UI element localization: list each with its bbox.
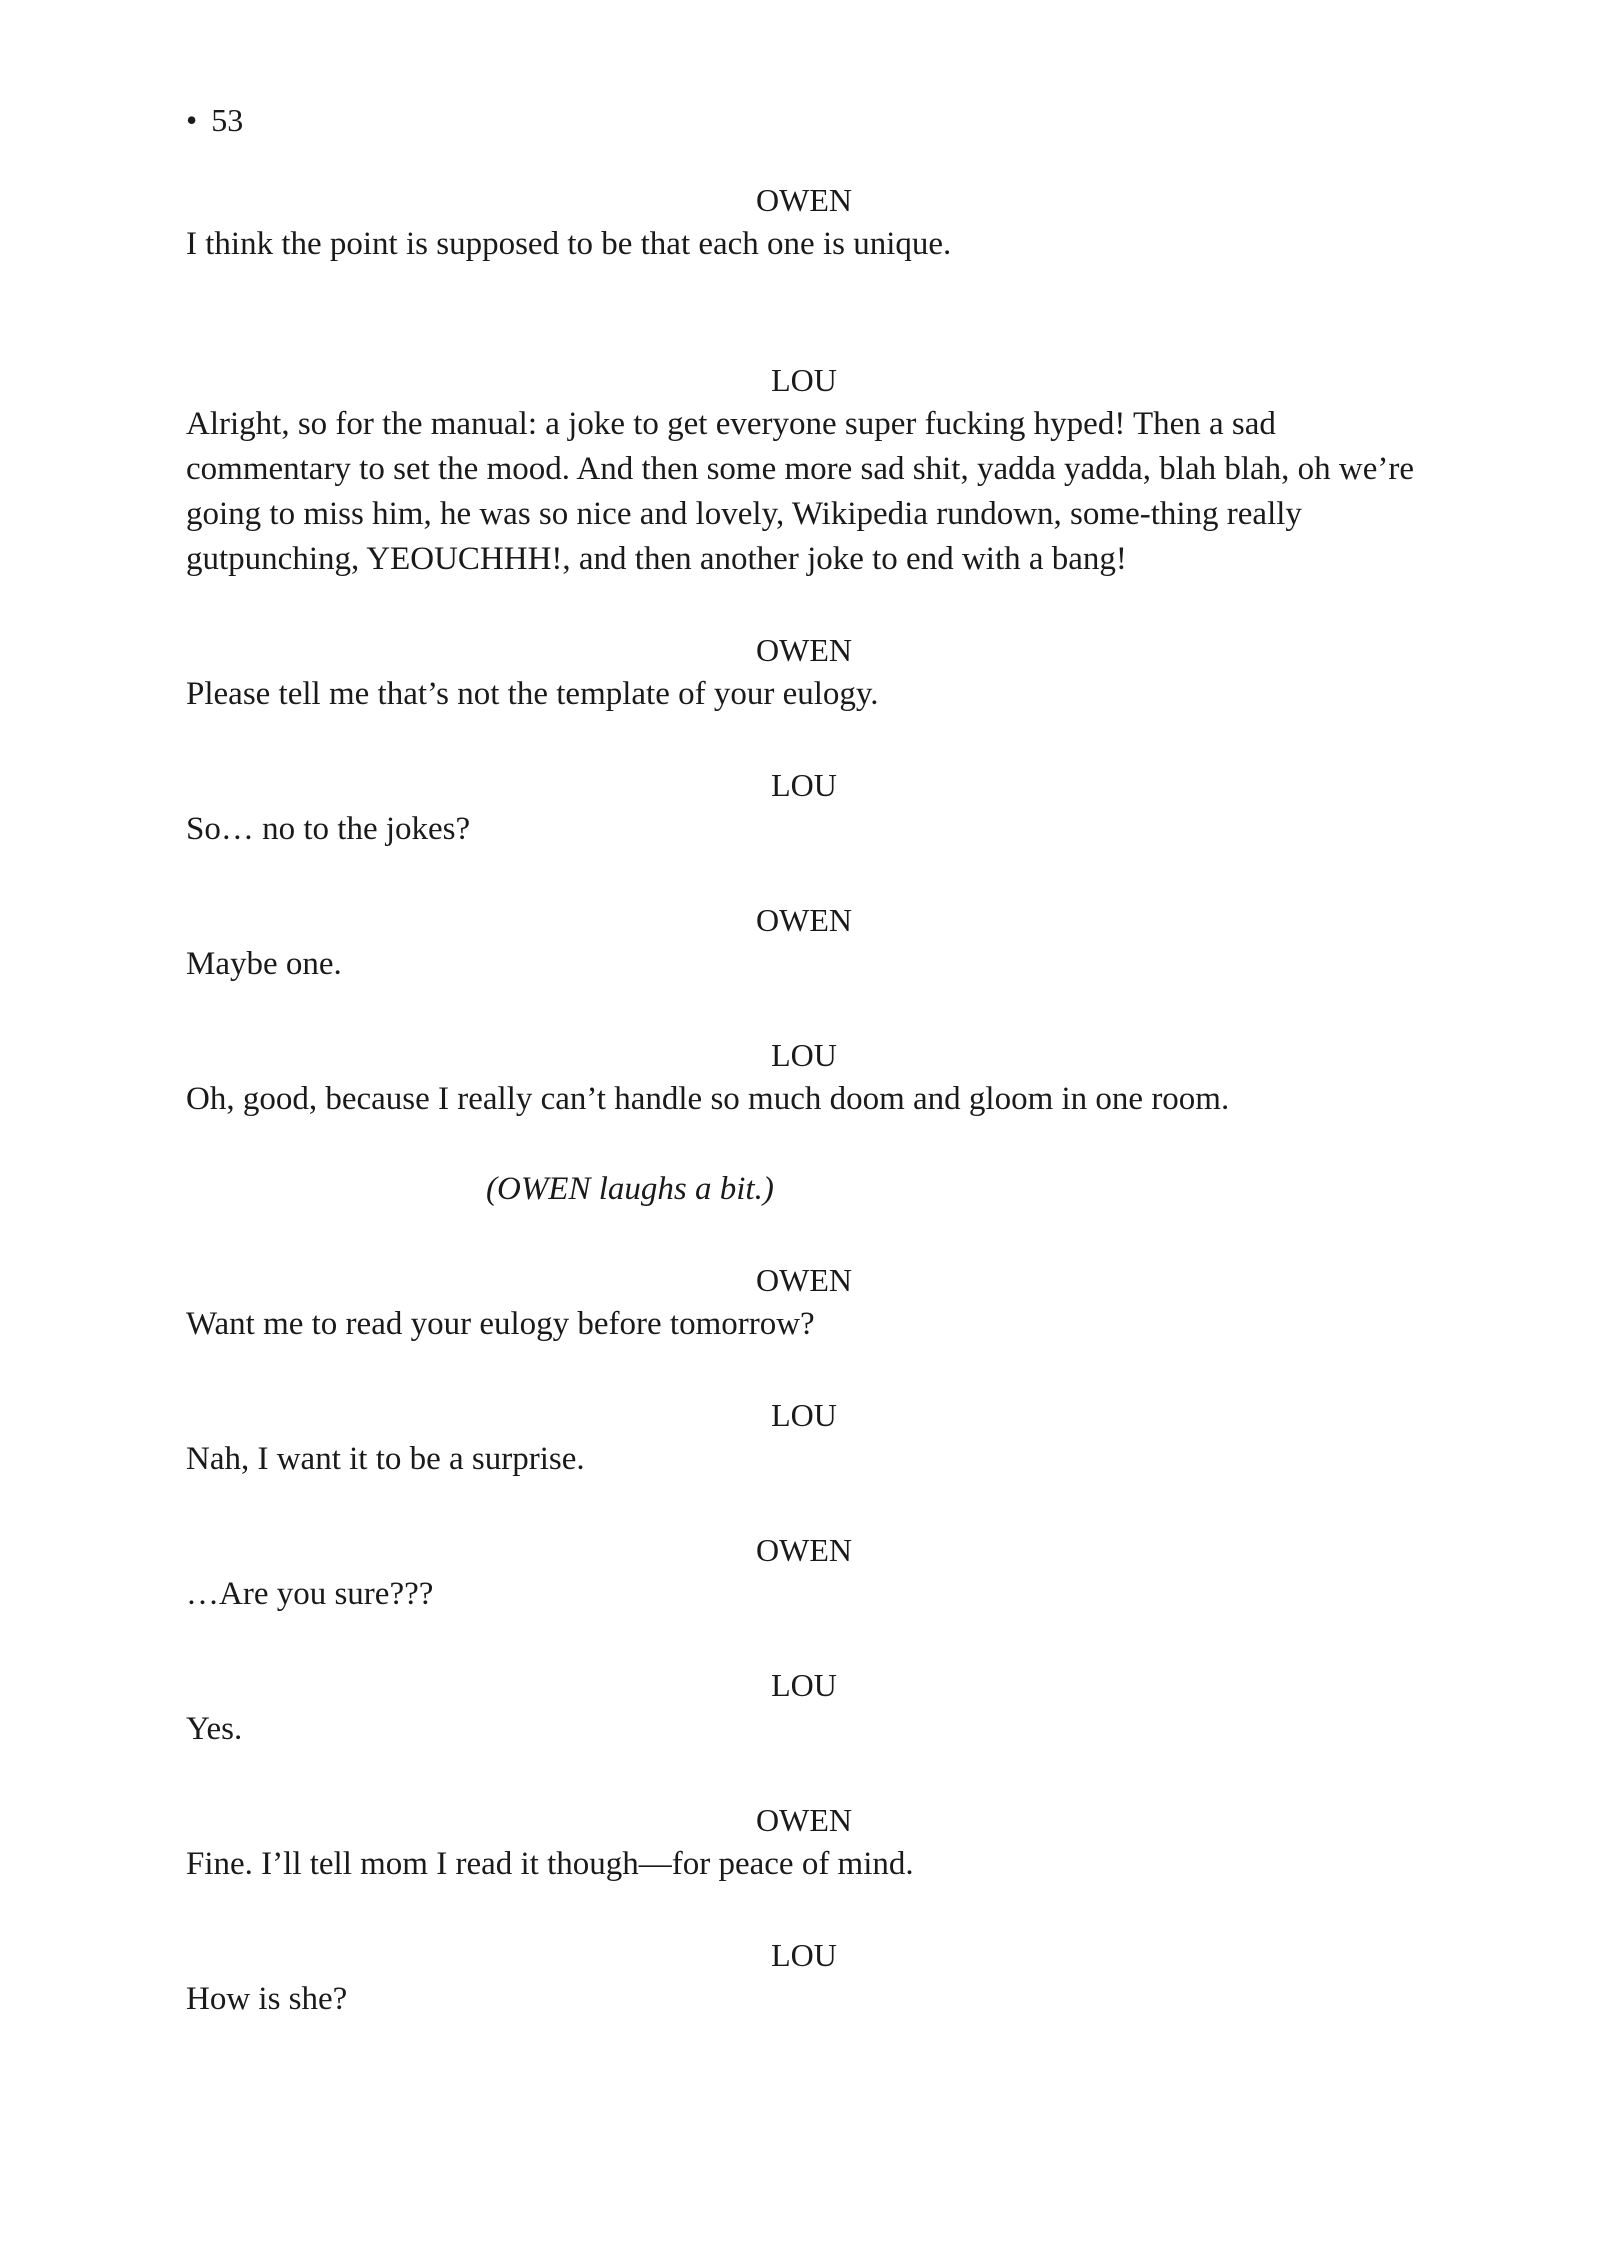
stage-direction: (OWEN laughs a bit.) <box>486 1171 774 1207</box>
dialogue-line: Maybe one. <box>186 946 342 982</box>
dialogue-line: Want me to read your eulogy before tomorrow? <box>186 1306 815 1342</box>
speaker-name: LOU <box>771 1037 837 1073</box>
dialogue-line: I think the point is supposed to be that each one is unique. <box>186 226 952 262</box>
dialogue-line: So… no to the jokes? <box>186 811 471 847</box>
speaker-name: LOU <box>771 1667 837 1703</box>
dialogue-line: Oh, good, because I really can’t handle so much doom and gloom in one room. <box>186 1081 1230 1117</box>
dialogue-line: …Are you sure??? <box>186 1576 434 1612</box>
dialogue-line: How is she? <box>186 1981 348 2017</box>
speaker-name: OWEN <box>756 1262 852 1298</box>
speaker-name: OWEN <box>756 902 852 938</box>
speaker-name: OWEN <box>756 182 852 218</box>
speaker-name: LOU <box>771 767 837 803</box>
speaker-name: LOU <box>771 1397 837 1433</box>
dialogue-line: Nah, I want it to be a surprise. <box>186 1441 585 1477</box>
dialogue-line: Fine. I’ll tell mom I read it though—for peace of mind. <box>186 1846 914 1882</box>
speaker-name: LOU <box>771 1937 837 1973</box>
speaker-name: OWEN <box>756 632 852 668</box>
dialogue-line: Please tell me that’s not the template of your eulogy. <box>186 676 879 712</box>
dialogue-line: Yes. <box>186 1711 243 1747</box>
speaker-name: OWEN <box>756 1802 852 1838</box>
speaker-name: LOU <box>771 362 837 398</box>
speaker-name: OWEN <box>756 1532 852 1568</box>
page-number-value: 53 <box>211 102 244 138</box>
page-number-bullet: • <box>186 102 198 138</box>
page-number <box>186 100 243 140</box>
dialogue-line: Alright, so for the manual: a joke to get everyone super fucking hyped! Then a sad commentary to set the mood. And then some more sad shit, yadda yadda, blah blah, oh we’re going to miss him, he was so nice and lovely, Wikipedia rundown, some-thing really gutpunching, YEOUCHHH!, and then another joke to end with a bang! <box>186 406 1415 577</box>
